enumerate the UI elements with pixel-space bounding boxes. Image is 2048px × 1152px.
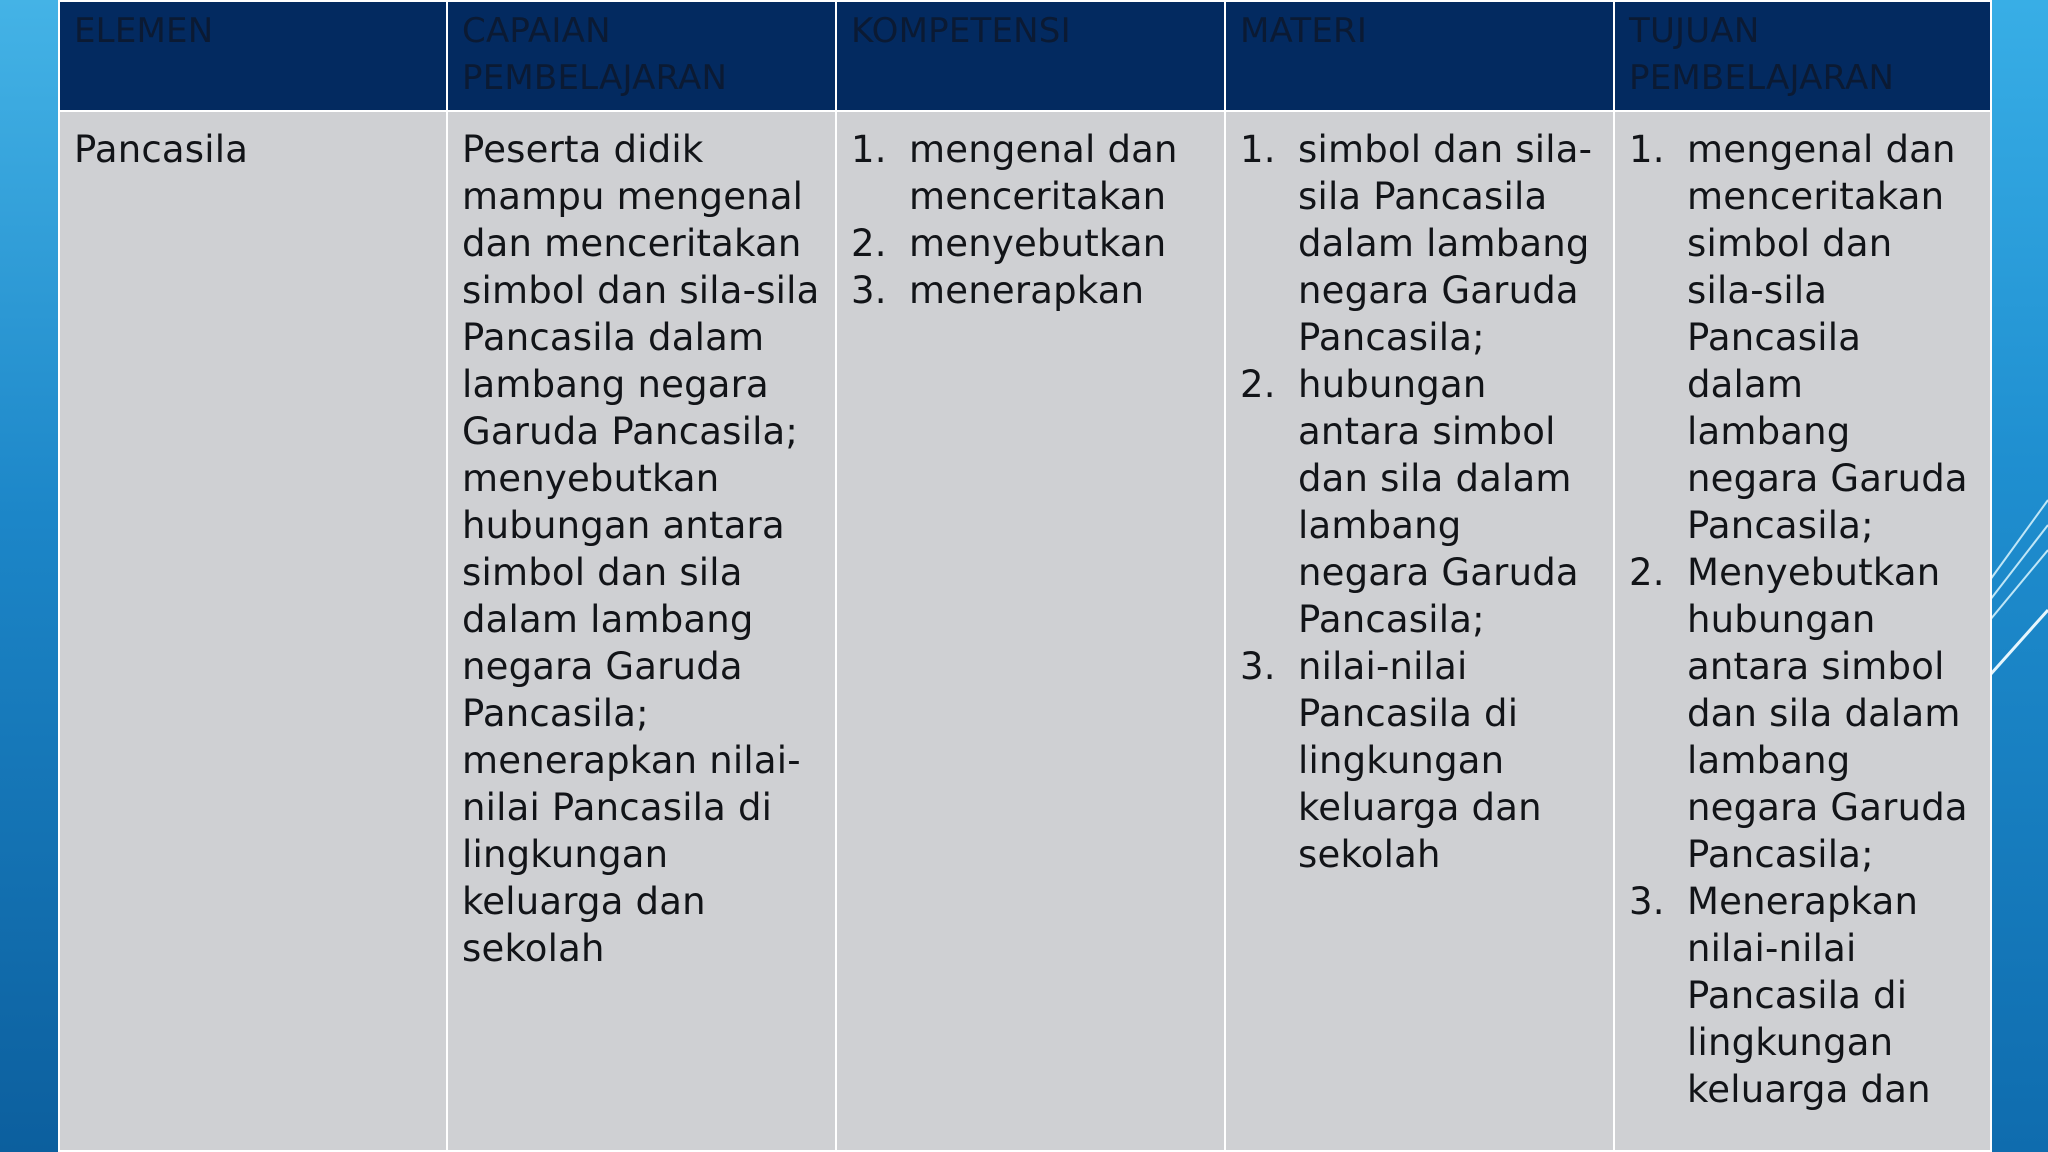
cell-elemen (59, 111, 447, 1151)
header-elemen: ELEMEN (59, 1, 447, 111)
list-number: 3. (851, 269, 887, 312)
decorative-lines (1990, 490, 2048, 690)
list-item (1240, 126, 1599, 361)
list-text: Menyebutkan hubungan antara simbol dan sila dalam lambang negara Garuda Pancasila; (1687, 551, 1968, 876)
table-row (59, 111, 1991, 1151)
list-item (1629, 549, 1976, 878)
materi-list (1240, 126, 1599, 878)
kompetensi-list (851, 126, 1210, 314)
list-text: mengenal dan menceritakan simbol dan sila-sila Pancasila dalam lambang negara Garuda Pancasila; (1687, 128, 1968, 547)
list-text: menyebutkan (909, 222, 1167, 265)
list-item (851, 220, 1210, 267)
list-number: 1. (1240, 128, 1276, 171)
capaian-text: Peserta didik mampu mengenal dan menceritakan simbol dan sila-sila Pancasila dalam lambang negara Garuda Pancasila; menyebutkan hubungan antara simbol dan sila dalam lambang negara Garuda Pancasila; menerapkan nilai-nilai Pancasila di lingkungan keluarga dan sekolah (462, 128, 820, 970)
list-item (1629, 126, 1976, 549)
cell-materi (1225, 111, 1614, 1151)
cell-tujuan (1614, 111, 1991, 1151)
list-number: 1. (1629, 128, 1665, 171)
table-header-row (59, 1, 1991, 111)
list-number: 2. (1240, 363, 1276, 406)
list-number: 2. (851, 222, 887, 265)
list-item (1629, 878, 1976, 1113)
list-text: menerapkan (909, 269, 1145, 312)
curriculum-table (58, 0, 1992, 1152)
list-text: Menerapkan nilai-nilai Pancasila di lingkungan keluarga dan (1687, 880, 1931, 1111)
list-number: 1. (851, 128, 887, 171)
list-text: simbol dan sila-sila Pancasila dalam lambang negara Garuda Pancasila; (1298, 128, 1593, 359)
list-item (851, 126, 1210, 220)
slide-background-left (0, 0, 58, 1152)
tujuan-list (1629, 126, 1976, 1113)
header-kompetensi: KOMPETENSI (836, 1, 1225, 111)
header-tujuan-pembelajaran: TUJUAN PEMBELAJARAN (1614, 1, 1991, 111)
list-item (851, 267, 1210, 314)
list-number: 2. (1629, 551, 1665, 594)
list-text: mengenal dan menceritakan (909, 128, 1178, 218)
elemen-text: Pancasila (74, 128, 249, 171)
list-text: nilai-nilai Pancasila di lingkungan keluarga dan sekolah (1298, 645, 1542, 876)
header-materi: MATERI (1225, 1, 1614, 111)
list-text: hubungan antara simbol dan sila dalam lambang negara Garuda Pancasila; (1298, 363, 1579, 641)
list-number: 3. (1240, 645, 1276, 688)
list-item (1240, 643, 1599, 878)
cell-capaian (447, 111, 836, 1151)
cell-kompetensi (836, 111, 1225, 1151)
header-capaian-pembelajaran: CAPAIAN PEMBELAJARAN (447, 1, 836, 111)
list-number: 3. (1629, 880, 1665, 923)
list-item (1240, 361, 1599, 643)
